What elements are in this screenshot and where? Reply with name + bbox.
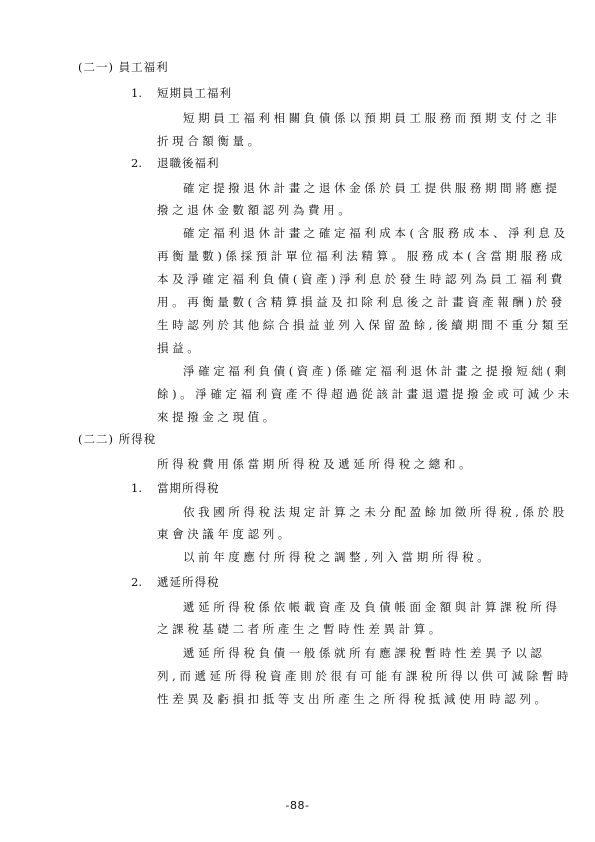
item-number: 1. — [131, 481, 142, 495]
paragraph-line: 所得稅費用係當期所得稅及遞延所得稅之總和。 — [157, 457, 475, 471]
paragraph-line: 列,而遞延所得稅資產則於很有可能有課稅所得以供可減除暫時 — [157, 669, 572, 683]
item-number: 2. — [131, 156, 142, 170]
paragraph-line: 餘)。淨確定福利資產不得超過從該計畫退還提撥金或可減少未 — [157, 387, 573, 401]
subheading-post-employment-benefits: 退職後福利 — [157, 156, 220, 170]
paragraph-line: 遞延所得稅係依帳載資產及負債帳面金額與計算課稅所得 — [183, 600, 561, 614]
subheading-deferred-tax: 遞延所得稅 — [157, 575, 220, 589]
paragraph-line: 東會決議年度認列。 — [157, 527, 293, 541]
subheading-current-tax: 當期所得稅 — [157, 481, 220, 495]
item-number: 1. — [131, 86, 142, 100]
paragraph-line: 用。再衡量數(含精算損益及扣除利息後之計畫資產報酬)於發 — [157, 295, 566, 309]
paragraph-line: 性差異及虧損扣抵等支出所產生之所得稅抵減使用時認列。 — [157, 692, 550, 706]
paragraph-line: 遞延所得稅負債一般係就所有應課稅暫時性差異予以認 — [183, 646, 546, 660]
paragraph-line: 短期員工福利相關負債係以預期員工服務而預期支付之非 — [183, 111, 561, 125]
section-heading-employee-benefits: (二一) 員工福利 — [78, 60, 169, 74]
paragraph-line: 損益。 — [157, 341, 203, 355]
paragraph-line: 再衡量數)係採預計單位福利法精算。服務成本(含當期服務成 — [157, 249, 566, 263]
section-heading-income-tax: (二二) 所得稅 — [78, 432, 157, 446]
paragraph-line: 折現合額衡量。 — [157, 134, 263, 148]
paragraph-line: 來提撥金之現值。 — [157, 410, 278, 424]
paragraph-line: 生時認列於其他綜合損益並列入保留盈餘,後續期間不重分類至 — [157, 318, 572, 332]
item-number: 2. — [131, 575, 142, 589]
paragraph-line: 之課稅基礎二者所產生之暫時性差異計算。 — [157, 622, 444, 636]
paragraph-line: 撥之退休金數額認列為費用。 — [157, 203, 354, 217]
paragraph-line: 確定提撥退休計畫之退休金係於員工提供服務期間將應提 — [183, 181, 561, 195]
page-number: -88- — [285, 799, 310, 812]
paragraph-line: 確定福利退休計畫之確定福利成本(含服務成本、淨利息及 — [183, 226, 569, 240]
subheading-short-term-benefits: 短期員工福利 — [157, 86, 232, 100]
paragraph-line: 依我國所得稅法規定計算之未分配盈餘加徵所得稅,係於股 — [183, 505, 568, 519]
paragraph-line: 本及淨確定福利負債(資產)淨利息於發生時認列為員工福利費 — [157, 272, 566, 286]
paragraph-line: 以前年度應付所得稅之調整,列入當期所得稅。 — [183, 550, 493, 564]
paragraph-line: 淨確定福利負債(資產)係確定福利退休計畫之提撥短絀(剩 — [183, 364, 570, 378]
